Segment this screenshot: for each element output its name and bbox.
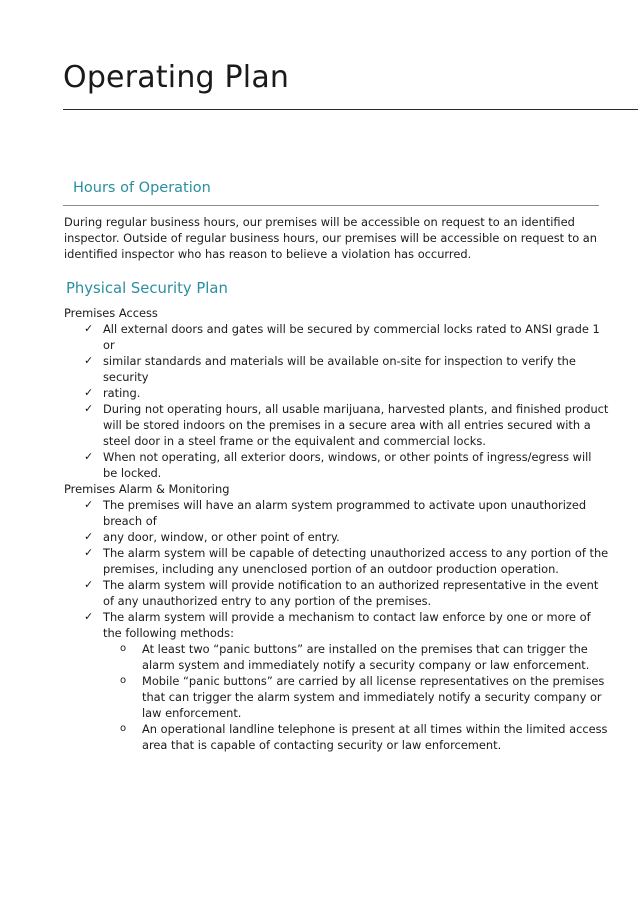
hours-divider (63, 205, 599, 206)
circle-bullet-icon: o (120, 675, 127, 686)
checkmark-icon: ✓ (84, 530, 94, 543)
list-item (103, 721, 609, 753)
list-item-text: Mobile “panic buttons” are carried by all license representatives on the premises that can trigger the alarm system and immediately notify a security company or law enforcement. (142, 674, 605, 720)
hours-paragraph: During regular business hours, our premises will be accessible on request to an identified inspector. Outside of regular business hours, our premises will be accessible on request to an identified inspector who has reason to believe a violation has occurred. (64, 215, 597, 261)
checkmark-icon: ✓ (84, 450, 94, 463)
list-item (103, 641, 609, 673)
list-item-text: The premises will have an alarm system programmed to activate upon unauthorized breach of (103, 498, 587, 528)
checkmark-icon: ✓ (84, 498, 94, 511)
contact-methods-list (103, 641, 609, 753)
list-item-text: rating. (103, 386, 141, 400)
list-item-text: When not operating, all exterior doors, windows, or other points of ingress/egress will be locked. (103, 450, 592, 480)
alarm-monitoring-list (64, 497, 609, 753)
checkmark-icon: ✓ (84, 402, 94, 415)
list-item-text: At least two “panic buttons” are installed on the premises that can trigger the alarm system and immediately notify a security company or law enforcement. (142, 642, 590, 672)
list-item (103, 673, 609, 721)
checkmark-icon: ✓ (84, 386, 94, 399)
list-item-text: The alarm system will be capable of detecting unauthorized access to any portion of the premises, including any unenclosed portion of an outdoor production operation. (103, 546, 609, 576)
list-item (64, 529, 609, 545)
physical-security-heading: Physical Security Plan (66, 280, 228, 297)
circle-bullet-icon: o (120, 643, 127, 654)
list-item (64, 545, 609, 577)
list-item-text: The alarm system will provide notification to an authorized representative in the event of any unauthorized entry to any portion of the premises. (103, 578, 599, 608)
physical-security-body (64, 305, 609, 753)
list-item-text: During not operating hours, all usable marijuana, harvested plants, and finished product will be stored indoors on the premises in a secure area with all entries secured with a steel door in a steel frame or the equivalent and commercial locks. (103, 402, 609, 448)
page-title: Operating Plan (63, 60, 290, 95)
checkmark-icon: ✓ (84, 354, 94, 367)
alarm-monitoring-label: Premises Alarm & Monitoring (64, 482, 230, 496)
list-item-text: An operational landline telephone is present at all times within the limited access area that is capable of contacting security or law enforcement. (142, 722, 608, 752)
list-item-text: The alarm system will provide a mechanism to contact law enforce by one or more of the following methods: (103, 610, 591, 640)
list-item (64, 449, 609, 481)
checkmark-icon: ✓ (84, 578, 94, 591)
list-item (64, 353, 609, 385)
premises-access-list (64, 321, 609, 481)
list-item (64, 609, 609, 753)
title-divider (63, 109, 638, 110)
list-item (64, 385, 609, 401)
checkmark-icon: ✓ (84, 610, 94, 623)
circle-bullet-icon: o (120, 723, 127, 734)
checkmark-icon: ✓ (84, 322, 94, 335)
hours-heading: Hours of Operation (73, 180, 211, 196)
list-item (64, 321, 609, 353)
premises-access-label: Premises Access (64, 306, 158, 320)
list-item-text: similar standards and materials will be available on-site for inspection to verify the security (103, 354, 576, 384)
list-item (64, 577, 609, 609)
list-item-text: any door, window, or other point of entry. (103, 530, 340, 544)
list-item (64, 401, 609, 449)
list-item (64, 497, 609, 529)
checkmark-icon: ✓ (84, 546, 94, 559)
list-item-text: All external doors and gates will be secured by commercial locks rated to ANSI grade 1 or (103, 322, 600, 352)
